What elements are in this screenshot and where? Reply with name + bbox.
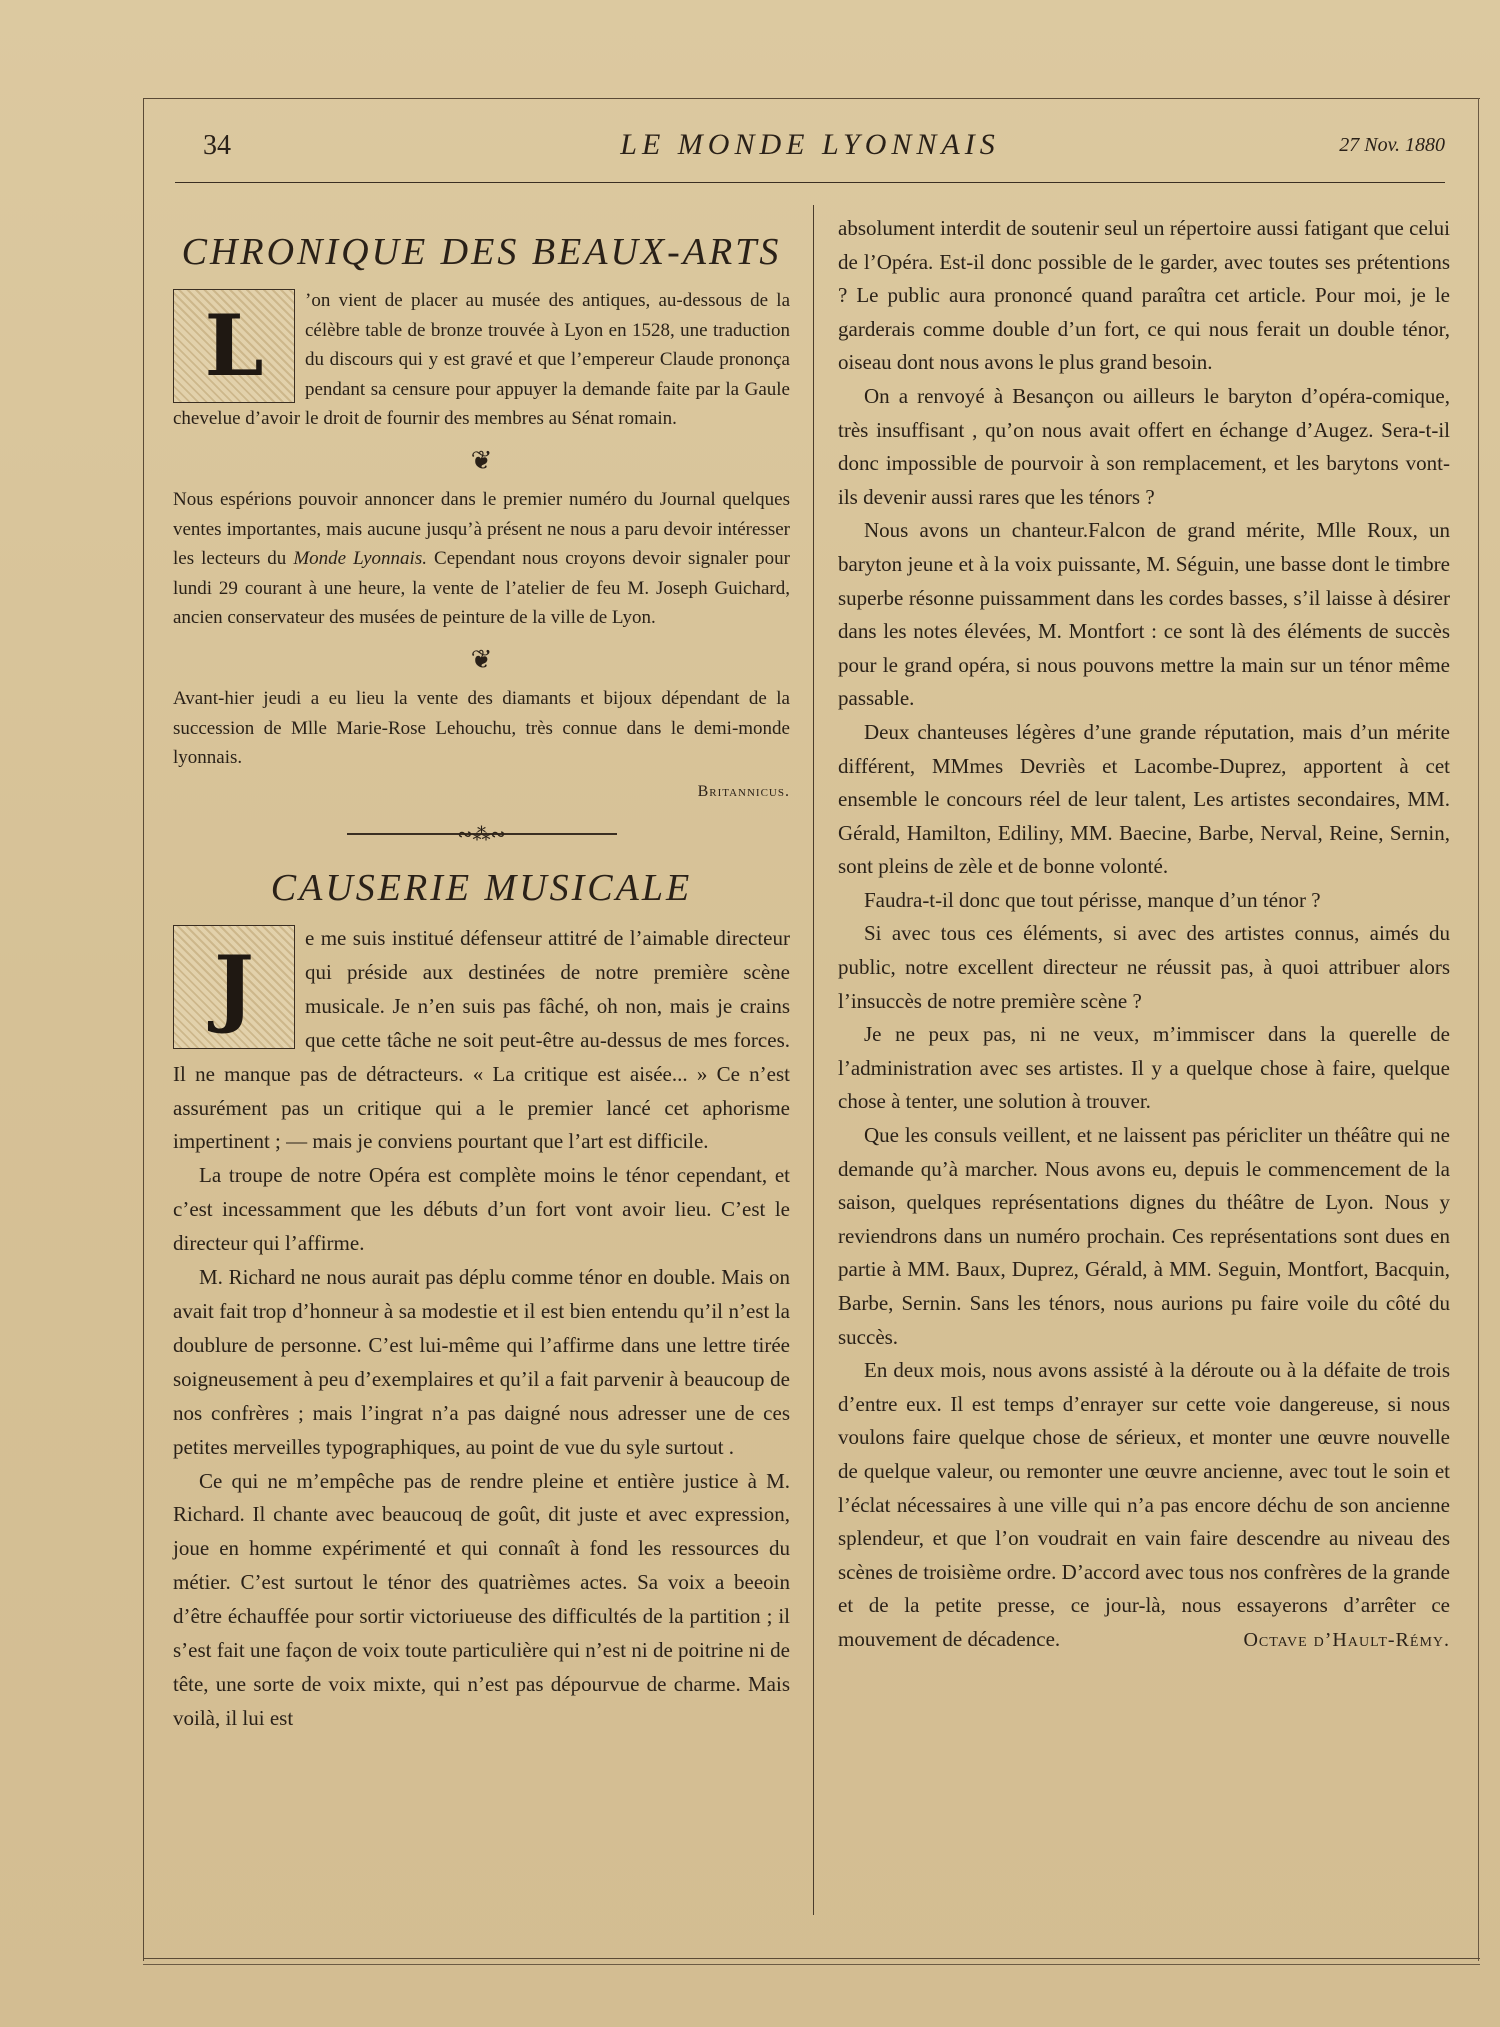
causerie-paragraph: Si avec tous ces éléments, si avec des artistes connus, aimés du public, notre excellent directeur ne réussit pas, à quoi attribuer alors l’insuccès de notre première scène ? [838, 921, 1450, 1013]
chronique-signature: Britannicus. [697, 782, 790, 800]
journal-name-italic: Monde Lyonnais. [293, 548, 427, 569]
causerie-paragraph: On a renvoyé à Besançon ou ailleurs le baryton d’opéra-comique, très insuffisant , qu’on nous avait offert en échange d’Augez. Sera-t-il donc impossible de pourvoir à son remplacement, et les barytons vont-ils devenir aussi rares que les ténors ? [838, 383, 1450, 509]
chronique-paragraph-2b: Cependant nous croyons devoir signaler pour lundi 29 courant à une heure, la vente de l’atelier de feu M. Joseph Guichard, ancien conservateur des musées de peinture de la ville de Lyon. [173, 548, 791, 628]
column-divider [813, 205, 814, 1915]
dropcap-j-ornament: J [173, 925, 295, 1049]
section-divider-ornament [337, 824, 627, 844]
causerie-right-body [838, 212, 1450, 1657]
fleuron-icon-2: ❦ [470, 644, 493, 674]
chronique-section [173, 286, 790, 806]
causerie-paragraph: M. Richard ne nous aurait pas déplu comme ténor en double. Mais on avait fait trop d’honneur à sa modestie et il est bien entendu qu’il n’est la doublure de personne. C’est lui-même qui l’affirme dans une lettre tirée soigneusement à peu d’exemplaires et qu’il a fait parvenir à beaucoup de nos confrères ; mais l’ingrat n’a pas daigné nous adresser une de ces petites merveilles typographiques, au point de vue du syle surtout . [173, 1265, 790, 1459]
fleuron-icon: ❦ [470, 445, 493, 475]
journal-title: LE MONDE LYONNAIS [620, 128, 1000, 161]
causerie-paragraph: La troupe de notre Opéra est complète moins le ténor cependant, et c’est incessamment que les débuts d’un fort vont avoir lieu. C’est le directeur qui l’affirme. [173, 1163, 790, 1256]
causerie-paragraph: Ce qui ne m’empêche pas de rendre pleine et entière justice à M. Richard. Il chante avec beaucouq de goût, dit juste et avec expression, joue en homme expérimenté et qui connaît à fond les ressources du métier. C’est surtout le ténor des quatrièmes actes. Sa voix a beeoin d’être échauffée pour sortir victoriueuse des difficultés de la partition ; il s’est fait une façon de voix toute particulière qui n’est ni de poitrine ni de tête, une sorte de voix mixte, qui n’est pas dépourvue de charme. Mais voilà, il lui est [173, 1468, 790, 1730]
causerie-paragraph: Faudra-t-il donc que tout périsse, manque d’un ténor ? [864, 887, 1321, 912]
causerie-paragraph: absolument interdit de soutenir seul un répertoire aussi fatigant que celui de l’Opéra. Est-il donc possible de le garder, avec toutes ses prétentions ? Le public aura prononcé quand paraîtra cet article. Pour moi, je le garderais comme double d’un fort, ce qui nous ferait un double ténor, oiseau dont nous avons le plus grand besoin. [838, 216, 1450, 375]
page-frame-right [1478, 98, 1479, 1961]
left-column [173, 230, 790, 1736]
right-column [838, 212, 1450, 1657]
chronique-paragraph-2 [173, 485, 790, 633]
chronique-paragraph-2a: Nous espérions pouvoir annoncer dans le premier numéro du Journal quelques ventes importantes, mais aucune jusqu’à présent ne nous a paru devoir intéresser les lecteurs du [173, 489, 790, 569]
dropcap-l-ornament: L [173, 289, 295, 403]
page-header [175, 124, 1445, 164]
causerie-paragraph: e me suis institué défenseur attitré de l’aimable directeur qui préside aux destinées de notre première scène musicale. Je n’en suis pas fâché, oh non, mais je crains que cette tâche ne soit peut-être au-dessus de mes forces. Il ne manque pas de détracteurs. « La critique est aisée... » Ce n’est assurément pas un critique qui a le premier lancé cet aphorisme impertinent ; — mais je conviens pourtant que l’art est difficile. [173, 926, 790, 1154]
causerie-paragraph: Je ne peux pas, ni ne veux, m’immiscer dans la querelle de l’administration avec ses artistes. Il y a quelque chose à faire, quelque chose à tenter, une solution à trouver. [838, 1022, 1450, 1114]
header-rule [175, 182, 1445, 183]
page-frame-bottom-double [143, 1964, 1480, 1965]
causerie-paragraph: En deux mois, nous avons assisté à la déroute ou à la défaite de trois d’entre eux. Il est temps d’enrayer sur cette voie dangereuse, si nous voulons faire quelque chose de sérieux, et monter une œuvre nouvelle de quelque valeur, ou remonter une œuvre ancienne, avec tout le soin et l’éclat nécessaires à une ville qui n’a pas encore déchu de son ancienne splendeur, et que l’on voudrait en vain faire descendre au niveau des scènes de troisième ordre. D’accord avec tous nos confrères de la grande et de la petite presse, ce jour-là, nous essayerons d’arrêter ce mouvement de décadence. [838, 1358, 1450, 1651]
page-frame-left [143, 98, 144, 1961]
page-frame-bottom [143, 1958, 1480, 1959]
chronique-title: CHRONIQUE DES BEAUX-ARTS [181, 231, 782, 273]
causerie-signature: Octave d’Hault-Rémy. [1243, 1628, 1450, 1651]
causerie-title: CAUSERIE MUSICALE [270, 867, 693, 909]
page-number: 34 [203, 130, 231, 161]
causerie-paragraph: Nous avons un chanteur.Falcon de grand mérite, Mlle Roux, un baryton jeune et à la voix puissante, M. Séguin, une basse dont le timbre superbe résonne puissamment dans les cordes basses, s’il laisse à désirer dans les notes élevées, M. Montfort : ce sont là des éléments de succès pour le grand opéra, si nous pouvons mettre la main sur un ténor même passable. [838, 518, 1450, 711]
ornament-scroll-icon: ∾⁂∾ [457, 824, 506, 844]
causerie-left-body [173, 922, 790, 1736]
causerie-paragraph: Que les consuls veillent, et ne laissent pas péricliter un théâtre qui ne demande qu’à marcher. Nous avons eu, depuis le commencement de la saison, quelques représentations dignes du théâtre de Lyon. Nous y reviendrons dans un numéro prochain. Ces représentations sont dues en partie à MM. Baux, Duprez, Gérald, à MM. Seguin, Montfort, Bacquin, Barbe, Sernin. Sans les ténors, nous aurions pu faire voile du côté du succès. [838, 1123, 1450, 1349]
chronique-paragraph-3: Avant-hier jeudi a eu lieu la vente des diamants et bijoux dépendant de la succession de Mlle Marie-Rose Lehouchu, très connue dans le demi-monde lyonnais. [173, 688, 790, 768]
chronique-paragraph-1: ’on vient de placer au musée des antiques, au-dessous de la célèbre table de bronze trouvée à Lyon en 1528, une traduction du discours qui y est gravé et que l’empereur Claude prononça pendant sa censure pour appuyer la demande faite par la Gaule chevelue d’avoir le droit de fournir des membres au Sénat romain. [173, 290, 790, 429]
causerie-paragraph: Deux chanteuses légères d’une grande réputation, mais d’un mérite différent, MMmes Devriès et Lacombe-Duprez, apportent à cet ensemble le concours réel de leur talent, Les artistes secondaires, MM. Gérald, Hamilton, Ediliny, MM. Baecine, Barbe, Nerval, Reine, Sernin, sont pleins de zèle et de bonne volonté. [838, 719, 1450, 879]
page-frame-top [143, 98, 1480, 99]
issue-date: 27 Nov. 1880 [1339, 134, 1445, 156]
